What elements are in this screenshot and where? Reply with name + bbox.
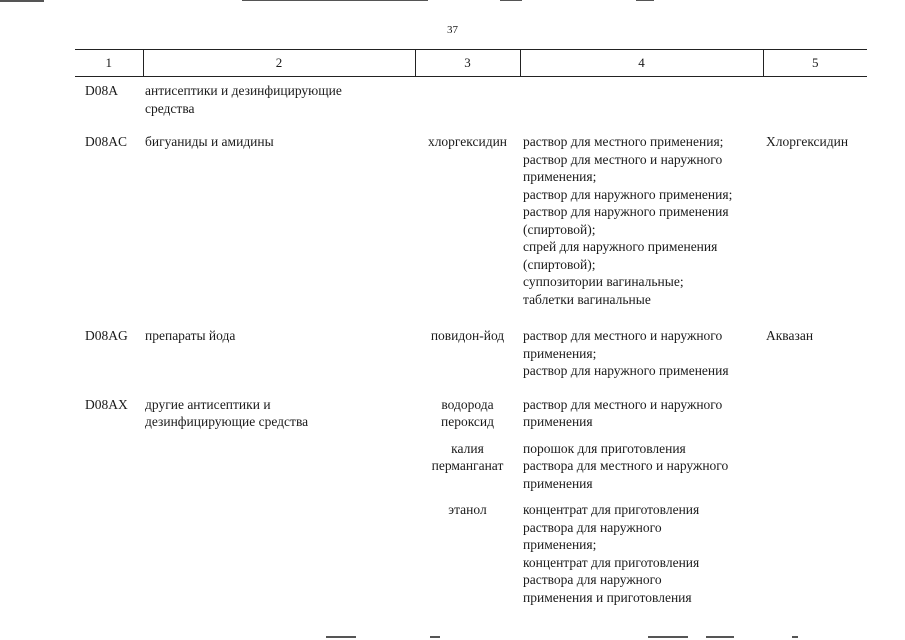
- dosage-form-line: концентрат для приготовления: [523, 502, 700, 517]
- dosage-form-line: раствор для местного и наружного: [523, 328, 723, 343]
- trade-name-cell: [763, 117, 867, 308]
- atc-code: D08AX: [85, 396, 128, 412]
- group-name-cell: [143, 431, 415, 493]
- scan-mark-bottom-1: [326, 636, 356, 638]
- scan-mark-top-3: [636, 0, 654, 1]
- dosage-form-line: раствора для местного и наружного: [523, 458, 729, 473]
- dosage-form-line: раствор для местного применения;: [523, 134, 724, 149]
- trade-name: Аквазан: [766, 328, 814, 343]
- table-row: [75, 431, 867, 493]
- dosage-form-line: применения;: [523, 345, 597, 361]
- inn-cell: [415, 492, 520, 606]
- dosage-form-line: (спиртовой);: [523, 221, 596, 237]
- group-name-line: другие антисептики и: [145, 396, 271, 412]
- inn-line: перманганат: [431, 458, 504, 473]
- inn-line: калия: [451, 440, 484, 456]
- atc-code-cell: [75, 431, 143, 493]
- trade-name-cell: [763, 77, 867, 118]
- scan-mark-top-1: [242, 0, 428, 1]
- scan-mark-bottom-3: [648, 636, 688, 638]
- dosage-form-cell: [520, 492, 763, 606]
- dosage-form-line: раствора для наружного: [523, 572, 662, 587]
- dosage-form-line: раствор для местного и наружного: [523, 396, 723, 412]
- trade-name-cell: [763, 308, 867, 380]
- dosage-form-cell: [520, 380, 763, 431]
- group-name-line: антисептики и дезинфицирующие: [145, 83, 342, 98]
- group-name-cell: [143, 492, 415, 606]
- group-name-line: средства: [145, 100, 195, 116]
- table-row: [75, 492, 867, 606]
- dosage-form-line: таблетки вагинальные: [523, 291, 651, 307]
- column-header: 1: [75, 50, 143, 77]
- column-header: 2: [143, 50, 415, 77]
- dosage-form-line: суппозитории вагинальные;: [523, 274, 684, 289]
- inn-line: повидон-йод: [430, 328, 505, 343]
- scan-mark-bottom-4: [706, 636, 734, 638]
- group-name-line: дезинфицирующие средства: [145, 414, 309, 429]
- inn-cell: [415, 117, 520, 308]
- scan-mark-top-left: [0, 0, 44, 2]
- inn-cell: [415, 77, 520, 118]
- inn-line: хлоргексидин: [427, 134, 508, 149]
- dosage-form-line: раствор для наружного применения;: [523, 186, 733, 202]
- atc-code-cell: [75, 380, 143, 431]
- inn-line: пероксид: [440, 414, 495, 429]
- dosage-form-cell: [520, 77, 763, 118]
- group-name-cell: [143, 117, 415, 308]
- column-header: 4: [520, 50, 763, 77]
- column-header: 5: [763, 50, 867, 77]
- atc-code: D08A: [85, 83, 118, 98]
- atc-code-cell: [75, 308, 143, 380]
- trade-name-cell: [763, 380, 867, 431]
- inn-cell: [415, 308, 520, 380]
- column-header: 3: [415, 50, 520, 77]
- atc-code-cell: [75, 117, 143, 308]
- dosage-form-line: раствор для наружного применения: [523, 363, 729, 378]
- dosage-form-cell: [520, 308, 763, 380]
- table-header-row: [75, 50, 867, 77]
- dosage-form-cell: [520, 431, 763, 493]
- group-name-cell: [143, 77, 415, 118]
- atc-code-cell: [75, 492, 143, 606]
- dosage-form-line: применения;: [523, 169, 597, 184]
- group-name-cell: [143, 308, 415, 380]
- inn-line: этанол: [448, 502, 487, 517]
- scan-mark-bottom-5: [792, 636, 798, 638]
- inn-cell: [415, 431, 520, 493]
- atc-code-cell: [75, 77, 143, 118]
- drug-table: [75, 49, 867, 606]
- atc-code: D08AG: [85, 328, 128, 343]
- dosage-form-line: спрей для наружного применения: [523, 239, 718, 254]
- trade-name-cell: [763, 492, 867, 606]
- table-row: [75, 77, 867, 118]
- inn-line: водорода: [441, 396, 494, 412]
- table-row: [75, 308, 867, 380]
- dosage-form-line: раствор для наружного применения: [523, 204, 729, 219]
- group-name-line: препараты йода: [145, 328, 236, 343]
- table-row: [75, 117, 867, 308]
- trade-name: Хлоргексидин: [766, 134, 849, 149]
- dosage-form-line: порошок для приготовления: [523, 440, 686, 456]
- dosage-form-line: раствора для наружного: [523, 519, 662, 535]
- scan-mark-bottom-2: [430, 636, 440, 638]
- group-name-line: бигуаниды и амидины: [145, 134, 274, 149]
- dosage-form-line: раствор для местного и наружного: [523, 151, 723, 167]
- inn-cell: [415, 380, 520, 431]
- page-number: 37: [447, 24, 458, 36]
- dosage-form-cell: [520, 117, 763, 308]
- dosage-form-line: (спиртовой);: [523, 256, 596, 272]
- dosage-form-line: применения и приготовления: [523, 589, 692, 605]
- dosage-form-line: концентрат для приготовления: [523, 554, 700, 570]
- dosage-form-line: применения: [523, 475, 593, 491]
- trade-name-cell: [763, 431, 867, 493]
- dosage-form-line: применения: [523, 414, 593, 429]
- dosage-form-line: применения;: [523, 537, 597, 552]
- atc-code: D08AC: [85, 134, 128, 149]
- group-name-cell: [143, 380, 415, 431]
- scan-mark-top-2: [500, 0, 522, 1]
- table-row: [75, 380, 867, 431]
